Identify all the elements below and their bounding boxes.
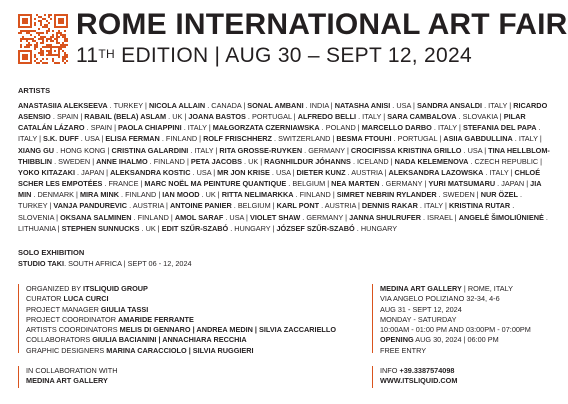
- artist-country: POLAND: [325, 123, 356, 133]
- credit-value: MELIS DI GENNARO | ANDREA MEDIN | SILVIA ZACCARIELLO: [119, 325, 337, 335]
- artist-name: RABAIL (BELA) ASLAM: [84, 112, 167, 122]
- venue-name-line: [380, 284, 531, 294]
- artists-heading: ARTISTS: [18, 86, 51, 95]
- artist-country: FINLAND: [165, 134, 198, 144]
- artist-name: RITA GROSSE-RUYKEN: [219, 145, 303, 155]
- artist-country: GERMANY: [308, 145, 345, 155]
- artist-country: UK: [145, 223, 156, 233]
- artist-name: PILAR CATALÁN LÁZARO: [18, 112, 526, 133]
- artist-name: SARA CAMBALOVA: [387, 112, 457, 122]
- solo-heading: SOLO EXHIBITION: [18, 248, 85, 257]
- credit-row: [26, 305, 336, 315]
- collab-partner: [26, 376, 118, 386]
- artist-country: ITALY: [518, 134, 538, 144]
- artist-country: ITALY: [489, 167, 509, 177]
- edition-suffix: TH: [98, 47, 116, 61]
- collab-partner-name: MEDINA ART GALLERY: [26, 376, 108, 386]
- artist-name: MARCELLO DARBO: [361, 123, 432, 133]
- opening-value: AUG 30, 2024 | 06:00 PM: [413, 335, 499, 345]
- artist-name: VIOLET SHAW: [249, 212, 301, 222]
- artist-name: NADA KELEMENOVA: [394, 156, 469, 166]
- artist-country: JAPAN: [501, 179, 525, 189]
- info-label: INFO: [380, 366, 400, 375]
- artist-country: FINLAND: [137, 212, 169, 222]
- credit-value: ITSLIQUID GROUP: [83, 284, 148, 293]
- artist-name: RITTA NELIMARKKA: [221, 190, 294, 200]
- artist-country: TURKEY: [113, 101, 144, 110]
- artist-name: ELISA FERMAN: [105, 134, 160, 144]
- artist-name: NUR ÖZEL: [480, 190, 518, 200]
- venue-opening: [380, 335, 531, 345]
- artist-name: JIA MIN: [18, 179, 542, 200]
- artist-name: SIMRET NEBRIN RYLANDER: [336, 190, 437, 200]
- credit-row: [26, 284, 336, 294]
- credit-row: [26, 346, 336, 356]
- venue-address: VIA ANGELO POLIZIANO 32-34, 4-6: [380, 294, 500, 304]
- credit-value: GIULIA BACIANINI | ANNACHIARA RECCHIA: [92, 335, 247, 345]
- artist-country: SPAIN: [56, 112, 79, 122]
- artist-name: RAGNHILDUR JÓHANNS: [264, 156, 351, 166]
- artist-country: FINLAND: [153, 156, 185, 166]
- artist-country: BELGIUM: [237, 201, 271, 211]
- artist-name: YOKO KITAZAKI: [18, 167, 76, 177]
- artist-country: CZECH REPUBLIC: [474, 156, 539, 166]
- credit-label: ORGANIZED BY: [26, 284, 84, 293]
- artist-name: STEFANIA DEL PAPA: [462, 123, 537, 133]
- artist-country: ITALY: [488, 101, 508, 110]
- artist-name: EDIT SZŰR-SZABÓ: [161, 223, 229, 233]
- info-website-link[interactable]: WWW.ITSLIQUID.COM: [380, 376, 458, 386]
- collaboration-block: [18, 366, 118, 388]
- artist-country: ICELAND: [357, 156, 389, 166]
- edition-line: [76, 44, 472, 68]
- info-website[interactable]: [380, 376, 457, 386]
- credit-row: [26, 335, 336, 345]
- artist-country: SPAIN: [90, 123, 113, 133]
- artist-country: SWEDEN: [58, 156, 91, 166]
- artist-name: DIETER KUNZ: [296, 167, 346, 177]
- artist-name: JANNA SHULRUFER: [349, 212, 421, 222]
- artist-name: STEPHEN SUNNUCKS: [61, 223, 140, 233]
- artist-country: LITHUANIA: [18, 223, 56, 233]
- artist-name: CRISTINA GALARDINI: [111, 145, 189, 155]
- artist-name: ALFREDO BELLI: [297, 112, 357, 122]
- edition-dates: EDITION | AUG 30 – SEPT 12, 2024: [115, 44, 472, 67]
- credit-label: GRAPHIC DESIGNERS: [26, 345, 107, 355]
- artist-country: SWEDEN: [442, 190, 475, 200]
- artist-country: FRANCE: [108, 179, 139, 189]
- artist-name: ANNE IHALMO: [96, 156, 148, 166]
- artist-country: SLOVAKIA: [462, 112, 498, 122]
- artist-country: AUSTRIA: [324, 201, 356, 211]
- credit-label: PROJECT COORDINATOR: [26, 314, 119, 324]
- solo-exhibition: [18, 259, 192, 268]
- credit-value: LUCA CURCI: [63, 294, 109, 304]
- artist-name: VANJA PANDUREVIC: [53, 201, 128, 211]
- artist-name: JOANA BASTOS: [188, 112, 246, 122]
- artist-name: PAOLA CHIAPPINI: [118, 123, 182, 133]
- artist-country: DENMARK: [37, 190, 74, 200]
- credit-value: AMARIDE FERRANTE: [118, 314, 194, 324]
- artist-country: GERMANY: [306, 212, 344, 222]
- artist-name: IAN MOOD: [162, 190, 200, 200]
- artist-name: NATASHA ANISI: [334, 101, 391, 110]
- credits-block: [18, 284, 336, 353]
- artist-country: ITALY: [194, 145, 214, 155]
- credit-row: [26, 294, 336, 304]
- artist-name: SONAL AMBANI: [247, 101, 304, 110]
- artist-country: ITALY: [423, 201, 444, 211]
- info-phone[interactable]: +39.3387574098: [399, 366, 455, 375]
- credit-label: PROJECT MANAGER: [26, 304, 101, 314]
- venue-dates: AUG 31 - SEPT 12, 2024: [380, 304, 462, 314]
- venue-city: | ROME, ITALY: [461, 284, 513, 293]
- artist-country: HUNGARY: [234, 223, 271, 233]
- artist-country: UK: [172, 112, 183, 122]
- artist-country: JAPAN: [81, 167, 105, 177]
- artist-country: BELGIUM: [292, 179, 326, 189]
- page-title: ROME INTERNATIONAL ART FAIR: [76, 8, 568, 41]
- artist-name: ALEKSANDRA KOSTIC: [110, 167, 191, 177]
- artist-country: USA: [229, 212, 245, 222]
- artist-name: DENNIS RAKAR: [361, 201, 418, 211]
- info-phone-line: [380, 366, 457, 376]
- artist-name: ROLF FRISCHHERZ: [203, 134, 273, 144]
- artist-name: SANDRA ANSALDI: [416, 101, 483, 110]
- artist-country: ISRAEL: [427, 212, 453, 222]
- artist-name: ANGELĖ ŠIMOLIŪNIENĖ: [458, 212, 544, 222]
- collab-label: IN COLLABORATION WITH: [26, 366, 118, 375]
- artist-country: INDIA: [309, 101, 329, 110]
- artist-name: AMOL SARAF: [174, 212, 224, 222]
- artist-country: USA: [396, 101, 411, 110]
- artist-name: MAŁGORZATA CZERNIAWSKA: [212, 123, 320, 133]
- artist-name: ALEKSANDRA LAZOWSKA: [388, 167, 484, 177]
- artist-name: S.K. DUFF: [43, 134, 79, 144]
- credit-row: [26, 315, 336, 325]
- venue-name: MEDINA ART GALLERY: [380, 284, 462, 293]
- artist-name: CROCIFISSA KRISTINA GRILLO: [350, 145, 462, 155]
- venue-hours: 10:00AM - 01:00 PM AND 03:00PM - 07:00PM: [380, 325, 531, 335]
- artist-country: USA: [467, 145, 483, 155]
- edition-number: 11: [76, 44, 99, 67]
- artist-country: SWITZERLAND: [278, 134, 331, 144]
- artist-country: USA: [84, 134, 100, 144]
- artist-name: CHLOÉ SCHER LES EMPOTÉES: [18, 167, 541, 189]
- artist-country: TURKEY: [18, 201, 48, 211]
- artist-name: TINA HELLBLOM-THIBBLIN: [18, 145, 550, 166]
- artist-country: HONG KONG: [60, 145, 106, 155]
- opening-label: OPENING: [380, 335, 414, 345]
- artist-name: KARL PONT: [276, 201, 320, 211]
- artist-name: NEA MARTEN: [331, 179, 380, 189]
- artist-country: FINLAND: [299, 190, 331, 200]
- artist-name: ANASTASIIA ALEKSEEVA: [18, 101, 108, 110]
- artist-name: JÓZSEF SZŰR-SZABÓ: [276, 223, 355, 233]
- artist-name: XIANG GU: [18, 145, 55, 155]
- artist-name: MIRA MINK: [79, 190, 119, 200]
- artist-name: NICOLA ALLAIN: [148, 101, 206, 110]
- artist-country: ITALY: [187, 123, 207, 133]
- solo-details: . SOUTH AFRICA | SEPT 06 - 12, 2024: [64, 259, 192, 268]
- artist-country: HUNGARY: [360, 223, 398, 233]
- artist-name: ASIIA GABDULLINA: [443, 134, 513, 144]
- artist-country: UK: [205, 190, 216, 200]
- venue-entry: FREE ENTRY: [380, 345, 427, 355]
- artist-country: GERMANY: [385, 179, 423, 189]
- artist-country: ITALY: [362, 112, 382, 122]
- credit-value: GIULIA TASSI: [100, 304, 149, 314]
- credit-label: COLLABORATORS: [26, 335, 93, 345]
- solo-name: STUDIO TAKI: [18, 259, 65, 268]
- artist-name: YURI MATSUMARU: [428, 179, 496, 189]
- artist-name: OKSANA SALMINEN: [60, 212, 132, 222]
- qr-code-icon: [18, 14, 68, 64]
- artist-name: MR JON KRISE: [217, 167, 270, 177]
- artist-country: AUSTRIA: [132, 201, 164, 211]
- artist-country: UK: [248, 156, 259, 166]
- artists-list: ANASTASIIA ALEKSEEVA . TURKEY | NICOLA ALLAIN . CANADA | SONAL AMBANI . INDIA | NATASHA ANISI . USA | SANDRA ANSALDI . ITALY | RICARDO ASENSIO . SPAIN | RABAIL (BELA) ASLAM . UK | JOANA BASTOS . PORTUGAL | ALFREDO BELLI . ITALY | SARA CAMBALOVA . SLOVAKIA | PILAR CATALÁN LÁZARO . SPAIN | PAOLA CHIAPPINI . ITALY | MAŁGORZATA CZERNIAWSKA . POLAND | MARCELLO DARBO . ITALY | STEFANIA DEL PAPA . ITALY | S.K. DUFF . USA | ELISA FERMAN . FINLAND | ROLF FRISCHHERZ . SWITZERLAND | BESMA FTOUHI . PORTUGAL | ASIIA GABDULLINA . ITALY | XIANG GU . HONG KONG | CRISTINA GALARDINI . ITALY | RITA GROSSE-RUYKEN . GERMANY | CROCIFISSA KRISTINA GRILLO . USA | TINA HELLBLOM-THIBBLIN . SWEDEN | ANNE IHALMO . FINLAND | PETA JACOBS . UK | RAGNHILDUR JÓHANNS . ICELAND | NADA KELEMENOVA . CZECH REPUBLIC | YOKO KITAZAKI . JAPAN | ALEKSANDRA KOSTIC . USA | MR JON KRISE . USA | DIETER KUNZ . AUSTRIA | ALEKSANDRA LAZOWSKA . ITALY | CHLOÉ SCHER LES EMPOTÉES . FRANCE | MARC NOËL MA PEINTURE QUANTIQUE . BELGIUM | NEA MARTEN . GERMANY | YURI MATSUMARU . JAPAN | JIA MIN . DENMARK | MIRA MINK . FINLAND | IAN MOOD . UK | RITTA NELIMARKKA . FINLAND | SIMRET NEBRIN RYLANDER . SWEDEN | NUR ÖZEL . TURKEY | VANJA PANDUREVIC . AUSTRIA | ANTOINE PANIER . BELGIUM | KARL PONT . AUSTRIA | DENNIS RAKAR . ITALY | KRISTINA RUTAR . SLOVENIA | OKSANA SALMINEN . FINLAND | AMOL SARAF . USA | VIOLET SHAW . GERMANY | JANNA SHULRUFER . ISRAEL | ANGELĖ ŠIMOLIŪNIENĖ . LITHUANIA | STEPHEN SUNNUCKS . UK | EDIT SZŰR-SZABÓ . HUNGARY | JÓZSEF SZŰR-SZABÓ . HUNGARY: [18, 101, 550, 233]
- artist-name: PETA JACOBS: [190, 156, 242, 166]
- artist-name: ANTOINE PANIER: [169, 201, 232, 211]
- artist-country: PORTUGAL: [397, 134, 438, 144]
- credit-row: [26, 325, 336, 335]
- info-block: [372, 366, 457, 388]
- artist-name: RICARDO ASENSIO: [18, 101, 548, 122]
- artist-country: PORTUGAL: [252, 112, 292, 122]
- venue-days: MONDAY - SATURDAY: [380, 314, 457, 324]
- credit-value: MARINA CARACCIOLO | SILVIA RUGGIERI: [106, 345, 254, 355]
- artist-country: ITALY: [18, 134, 38, 144]
- artist-country: USA: [196, 167, 212, 177]
- artist-name: MARC NOËL MA PEINTURE QUANTIQUE: [144, 179, 287, 189]
- artist-country: AUSTRIA: [351, 167, 383, 177]
- credit-label: CURATOR: [26, 294, 64, 304]
- artist-country: CANADA: [211, 101, 242, 110]
- artist-country: FINLAND: [125, 190, 157, 200]
- venue-block: [372, 284, 531, 353]
- artist-country: ITALY: [437, 123, 458, 133]
- credit-label: ARTISTS COORDINATORS: [26, 325, 120, 335]
- artist-name: BESMA FTOUHI: [336, 134, 392, 144]
- artist-country: SLOVENIA: [18, 212, 55, 222]
- artist-country: USA: [275, 167, 291, 177]
- artist-name: KRISTINA RUTAR: [448, 201, 511, 211]
